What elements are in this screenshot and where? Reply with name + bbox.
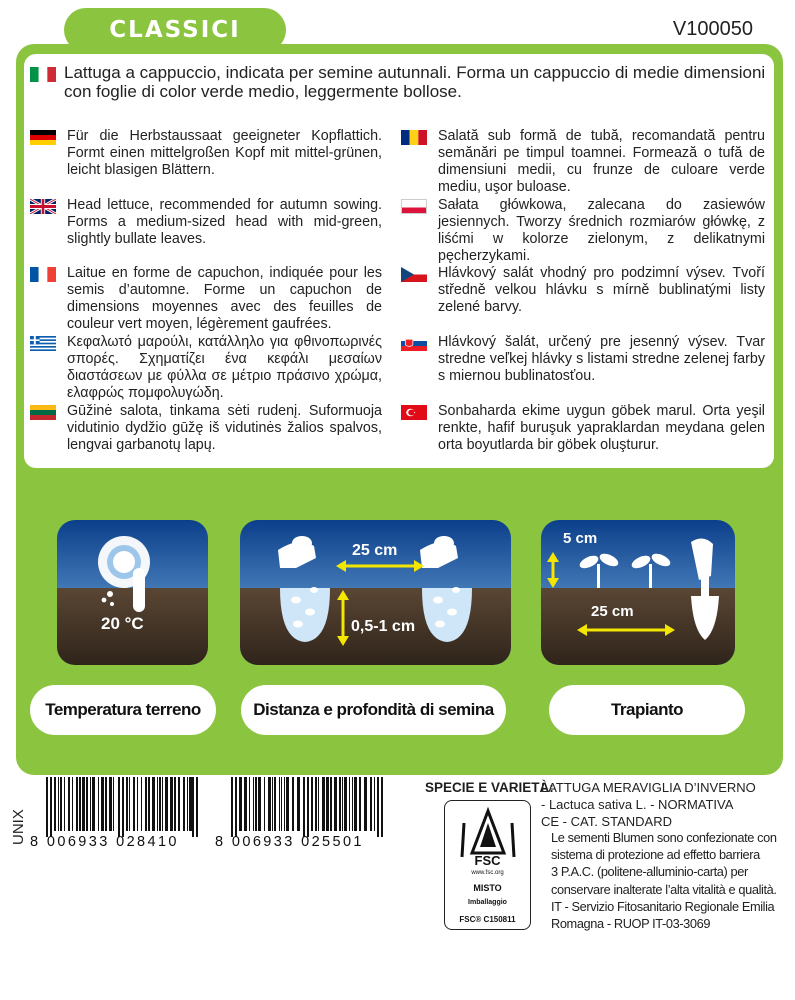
- barcode-bar: [137, 777, 138, 831]
- packaging-notice: [551, 829, 783, 932]
- barcode-bar: [178, 777, 180, 831]
- barcode-bar: [72, 777, 73, 831]
- barcode-bar: [165, 777, 168, 831]
- description-text: Für die Herbstaussaat geeigneter Kopflattich. Formt einen mittelgroßen Kopf mit mittel-grünen, leicht blasigen Blättern.: [67, 128, 382, 178]
- slovakia-flag-icon: [401, 336, 427, 351]
- barcode-guard: [196, 777, 198, 837]
- barcode-bar: [334, 777, 337, 831]
- species-block: [425, 779, 785, 829]
- barcode-bar: [79, 777, 81, 831]
- category-label: CLASSICI: [109, 17, 241, 43]
- transplant-height: 5 cm: [563, 530, 598, 547]
- poland-flag-icon: [401, 199, 427, 214]
- barcode-bar: [157, 777, 158, 831]
- greece-flag-icon: [30, 336, 56, 351]
- barcode-bar: [268, 777, 271, 831]
- barcode-guard: [50, 777, 52, 837]
- fsc-label: [444, 800, 531, 930]
- barcode-bar: [90, 777, 91, 831]
- barcode-bar: [326, 777, 329, 831]
- barcode-bar: [274, 777, 276, 831]
- barcode-guard: [46, 777, 48, 837]
- sowing-depth: 0,5-1 cm: [351, 618, 416, 635]
- description-text: Κεφαλωτό μαρούλι, κατάλληλο για φθινοπωρινές σπορές. Σχηματίζει ένα κεφάλι μεσαίων διαστάσεων με φύλλα σε μέτριο πράσινο χρώμα, ελαφρώς πομφολυγώδη.: [67, 334, 382, 401]
- barcode-bar: [109, 777, 112, 831]
- barcode-1: [30, 777, 208, 852]
- barcode-bar: [253, 777, 254, 831]
- notice-line: IT - Servizio Fitosanitario Regionale Emilia: [551, 898, 775, 914]
- barcode-bar: [126, 777, 128, 831]
- romania-flag-icon: [401, 130, 427, 145]
- transplant-distance: 25 cm: [591, 603, 634, 620]
- barcode-bar: [339, 777, 341, 831]
- sowing-label: Distanza e profondità di semina: [241, 685, 506, 735]
- description-text: Salată sub formă de tubă, recomandată pentru semănări pe timpul toamnei. Formează o tufă de dimensiuni medii, cu frunze de culoare verde mediu, uşor buloase.: [438, 128, 765, 195]
- sowing-distance: 25 cm: [352, 542, 398, 559]
- fsc-code: FSC® C150811: [459, 915, 516, 924]
- species-line: - Lactuca sativa L. - NORMATIVA: [541, 797, 734, 812]
- barcode-bar: [359, 777, 361, 831]
- species-value: [541, 779, 781, 830]
- barcode-bar: [279, 777, 280, 831]
- barcode-bar: [284, 777, 285, 831]
- notice-line: Le sementi Blumen sono confezionate con: [551, 830, 777, 845]
- barcode-bar: [60, 777, 62, 831]
- barcode-bar: [249, 777, 250, 831]
- transplant-card: [541, 520, 735, 665]
- description-text: Sonbaharda ekime uygun göbek marul. Orta yeşil renkte, hafif buruşuk yapraklardan meydana gelen orta boyutlarda bir göbek oluşturur.: [438, 403, 765, 453]
- sowing-card: [240, 520, 511, 665]
- barcode-guard: [231, 777, 233, 837]
- barcode-bar: [322, 777, 325, 831]
- barcode-bar: [349, 777, 350, 831]
- barcode-guard: [118, 777, 120, 837]
- barcode-guard: [381, 777, 383, 837]
- species-line: LATTUGA MERAVIGLIA D’INVERNO: [541, 780, 756, 795]
- barcode-bar: [162, 777, 163, 831]
- turkey-flag-icon: [401, 405, 427, 420]
- temperature-value: 20 °C: [101, 614, 144, 633]
- barcode-bar: [86, 777, 88, 831]
- barcode-bar: [352, 777, 353, 831]
- side-text: UNIX: [10, 809, 27, 845]
- description-text: Hlávkový šalát, určený pre jesenný výsev. Tvar stredne veľkej hlávky s listami stredne zelenej farby s miernou bublinatosťou.: [438, 334, 765, 384]
- barcode-bar: [315, 777, 317, 831]
- barcode-guard: [377, 777, 379, 837]
- category-tab: [64, 8, 286, 52]
- czech-flag-icon: [401, 267, 427, 282]
- barcode-bar: [281, 777, 282, 831]
- transplant-label: Trapianto: [549, 685, 745, 735]
- barcode-bar: [145, 777, 147, 831]
- uk-flag-icon: [30, 199, 56, 214]
- barcode-bar: [370, 777, 372, 831]
- barcode-bar: [330, 777, 332, 831]
- barcode-bar: [258, 777, 261, 831]
- barcode-bar: [342, 777, 343, 831]
- barcode-bar: [189, 777, 192, 831]
- barcode-bar: [129, 777, 130, 831]
- notice-line: 3 P.A.C. (politene-alluminio-carta) per: [551, 864, 748, 880]
- barcode-bar: [170, 777, 173, 831]
- barcode-digits: 8 006933 028410: [30, 834, 179, 850]
- barcode-bar: [239, 777, 242, 831]
- barcode-bar: [101, 777, 104, 831]
- temperature-card: [57, 520, 208, 665]
- barcode-bar: [255, 777, 257, 831]
- barcode-bar: [152, 777, 155, 831]
- species-title: SPECIE E VARIETÀ:: [425, 780, 554, 795]
- barcode-bar: [76, 777, 78, 831]
- product-code: V100050: [672, 18, 753, 40]
- barcode-guard: [192, 777, 194, 837]
- barcode-guard: [122, 777, 124, 837]
- barcode-bar: [264, 777, 265, 831]
- france-flag-icon: [30, 267, 56, 282]
- barcode-guard: [303, 777, 305, 837]
- barcode-bar: [344, 777, 347, 831]
- temperature-label: Temperatura terreno: [30, 685, 216, 735]
- barcode-bar: [133, 777, 135, 831]
- barcode-bar: [105, 777, 107, 831]
- notice-line: Romagna - RUOP IT-03-3069: [551, 916, 711, 932]
- notice-line: conservare inalterate l’alta vitalità e qualità.: [551, 881, 777, 897]
- barcode-bar: [286, 777, 289, 831]
- barcode-bar: [374, 777, 375, 831]
- barcode-bar: [58, 777, 59, 831]
- fsc-misto: MISTO: [473, 883, 502, 893]
- description-text: Sałata główkowa, zalecana do zasiewów jesiennych. Tworzy średnich rozmiarów główkę, z liśćmi w kolorze zielonym, z delikatnymi pęcherzykami.: [438, 197, 765, 264]
- barcode-bar: [292, 777, 294, 831]
- barcode-bar: [54, 777, 56, 831]
- barcode-bar: [159, 777, 161, 831]
- barcode-guard: [307, 777, 309, 837]
- barcode-digits: 8 006933 025501: [215, 834, 364, 850]
- barcode-bar: [364, 777, 367, 831]
- barcode-bar: [318, 777, 319, 831]
- description-text: Gūžinė salota, tinkama sėti rudenį. Suformuoja vidutinio dydžio gūžę iš vidutinės žalios spalvos, lengvai garbanotų lapų.: [67, 403, 382, 453]
- fsc-logo-text: FSC: [474, 853, 501, 868]
- fsc-packaging: Imballaggio: [468, 899, 507, 906]
- fsc-site: www.fsc.org: [471, 870, 504, 876]
- barcode-bar: [297, 777, 300, 831]
- barcode-bar: [311, 777, 313, 831]
- intro-text: Lattuga a cappuccio, indicata per semine autunnali. Forma un cappuccio di medie dimensioni con foglie di color verde medio, leggermente bollose.: [64, 63, 766, 101]
- description-text: Hlávkový salát vhodný pro podzimní výsev. Tvoří středně velkou hlávku s mírně bublinatými listy zelené barvy.: [438, 265, 765, 315]
- barcode-bar: [141, 777, 142, 831]
- notice-line: sistema di protezione ad effetto barriera: [551, 847, 760, 863]
- lithuania-flag-icon: [30, 405, 56, 420]
- description-text: Head lettuce, recommended for autumn sowing. Forms a medium-sized head with mid-green, slightly bullate leaves.: [67, 197, 382, 247]
- description-text: Laitue en forme de capuchon, indiquée pour les semis d’automne. Forme un capuchon de dimensions moyennes avec des feuilles de couleur vert moyen, légèrement gaufrées.: [67, 265, 382, 332]
- barcode-bar: [64, 777, 65, 831]
- barcode-bar: [354, 777, 357, 831]
- barcode-bar: [187, 777, 188, 831]
- barcode-guard: [235, 777, 237, 837]
- barcode-bar: [148, 777, 150, 831]
- germany-flag-icon: [30, 130, 56, 145]
- barcode-bar: [244, 777, 247, 831]
- barcode-bar: [82, 777, 85, 831]
- barcode-bar: [92, 777, 95, 831]
- barcode-2: [215, 777, 393, 852]
- barcode-bar: [272, 777, 273, 831]
- italy-flag-icon: [30, 67, 56, 82]
- barcode-bar: [113, 777, 114, 831]
- barcode-bar: [68, 777, 70, 831]
- barcode-bar: [174, 777, 176, 831]
- barcode-bar: [183, 777, 185, 831]
- species-line: CE - CAT. STANDARD: [541, 814, 672, 829]
- barcode-bar: [98, 777, 99, 831]
